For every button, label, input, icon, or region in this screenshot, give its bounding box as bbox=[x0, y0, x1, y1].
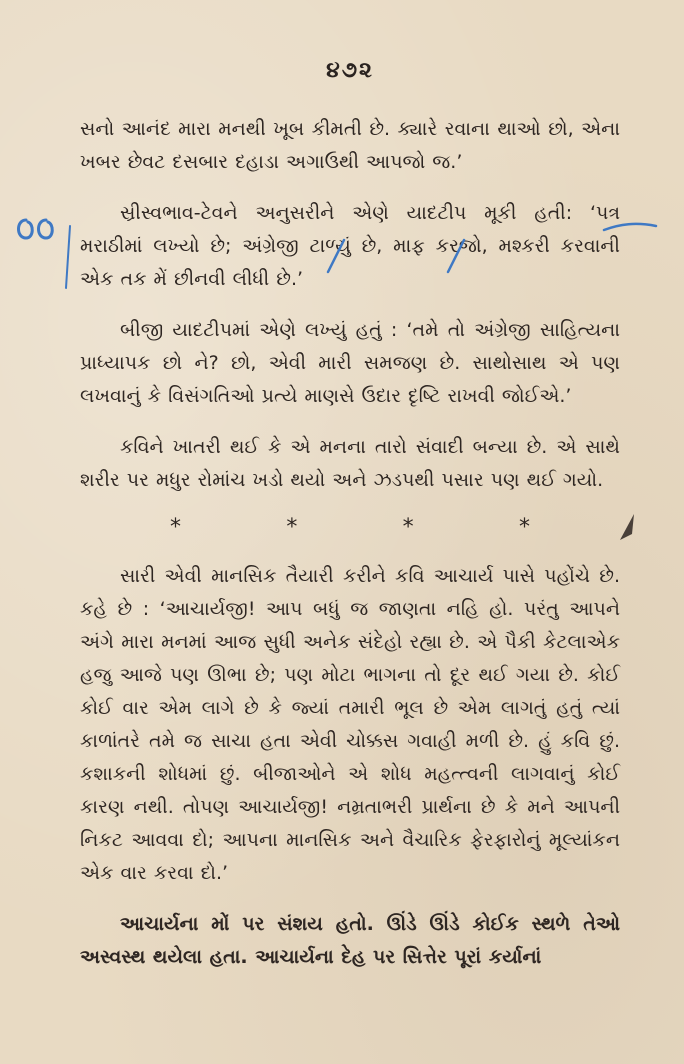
paragraph-1: સનો આનંદ મારા મનથી ખૂબ કીમતી છે. ક્યારે રવાના થાઓ છો, એના ખબર છેવટ દસબાર દહાડા અગાઉથી આપજો જ.’ bbox=[80, 118, 620, 173]
paragraph-4: કવિને ખાતરી થઈ કે એ મનના તારો સંવાદી બન્યા છે. એ સાથે શરીર પર મધુર રોમાંચ ખડો થયો અને ઝડપથી પસાર પણ થઈ ગયો. bbox=[80, 436, 620, 491]
section-separator bbox=[170, 515, 530, 540]
separator-star-4: * bbox=[518, 515, 530, 540]
paragraph-5: સારી એવી માનસિક તૈયારી કરીને કવિ આચાર્ય પાસે પહોંચે છે. કહે છે : ‘આચાર્યજી! આપ બધું જ જાણતા નહિ હો. પરંતુ આપને અંગે મારા મનમાં આજ સુધી અનેક સંદેહો રહ્યા છે. એ પૈકી કેટલાએક હજુ આજે પણ ઊભા છે; પણ મોટા ભાગના તો દૂર થઈ ગયા છે. કોઈ કોઈ વાર એમ લાગે છે કે જ્યાં તમારી ભૂલ છે એમ લાગતું હતું ત્યાં કાળાંતરે તમે જ સાચા હતા એવી ચોક્કસ ગવાહી મળી છે. હું કવિ છું. કશાકની શોધમાં છું. બીજાઓને એ શોધ મહત્ત્વની લાગવાનું કોઈ કારણ નથી. તોપણ આચાર્યજી! નમ્રતાભરી પ્રાર્થના છે કે મને આપની નિકટ આવવા દો; આપના માનસિક અને વૈચારિક ફેરફારોનું મૂલ્યાંકન એક વાર કરવા દો.’ bbox=[80, 565, 620, 884]
separator-star-1: * bbox=[170, 515, 181, 540]
margin-annotation-icon bbox=[12, 214, 72, 244]
page-number: ૪૭૨ bbox=[326, 58, 374, 83]
ink-smudge-icon bbox=[612, 510, 642, 550]
paragraph-2: સ્રીસ્વભાવ-ટેવને અનુસરીને એણે યાદટીપ મૂકી હતી: ‘પત્ર મરાઠીમાં લખ્યો છે; અંગ્રેજી ટાળ્યું છે, માફ કરજો, મશ્કરી કરવાની એક તક મેં છીનવી લીધી છે.’ bbox=[80, 202, 620, 290]
separator-star-2: * bbox=[286, 515, 298, 540]
separator-star-3: * bbox=[402, 515, 414, 540]
paragraph-3: બીજી યાદટીપમાં એણે લખ્યું હતું : ‘તમે તો અંગ્રેજી સાહિત્યના પ્રાધ્યાપક છો ને? છો, એવી મારી સમજણ છે. સાથોસાથ એ પણ લખવાનું કે વિસંગતિઓ પ્રત્યે માણસે ઉદાર દૃષ્ટિ રાખવી જોઈએ.’ bbox=[80, 319, 620, 407]
paragraph-6: આચાર્યના મોં પર સંશય હતો. ઊંડે ઊંડે કોઈક સ્થળે તેઓ અસ્વસ્થ થયેલા હતા. આચાર્યના દેહ પર સિત્તેર પૂરાં કર્યાનાં bbox=[80, 913, 620, 968]
